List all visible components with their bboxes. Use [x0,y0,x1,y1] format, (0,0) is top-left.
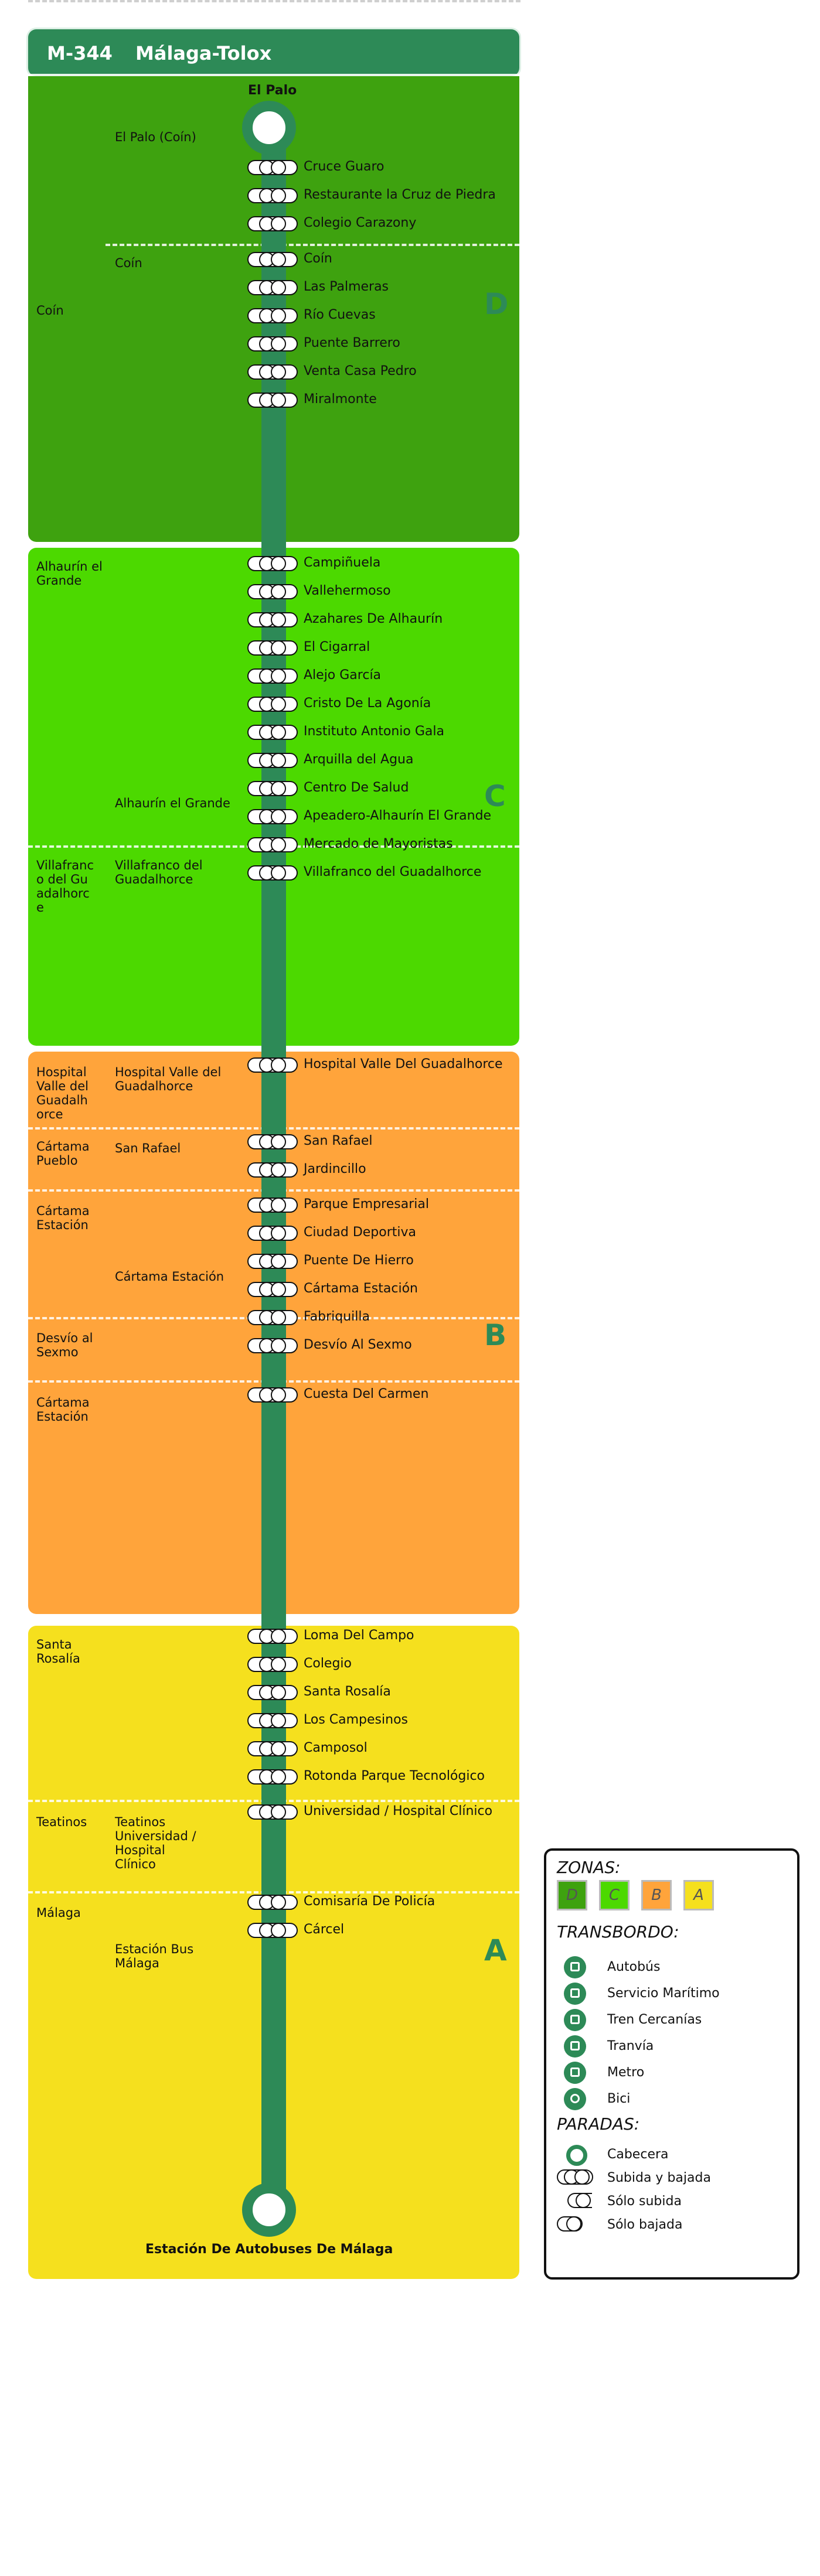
metro-icon [564,2062,586,2084]
terminal-top-label: El Palo [248,83,297,98]
locality-divider [106,244,519,246]
stop-marker [247,1769,298,1785]
zone-letter: C [484,779,506,813]
legend-transfer-label: Autobús [607,1960,661,1974]
stop-name: Camposol [304,1741,368,1755]
locality-label: Cártama Estación [115,1270,224,1284]
stop-name: Venta Casa Pedro [304,364,417,378]
stop-name: Ciudad Deportiva [304,1225,417,1240]
stop-marker [247,160,298,175]
municipality-label: Coín [36,303,64,318]
locality-label: Villafranco del Guadalhorce [115,858,203,886]
legend-transfer-label: Metro [607,2065,645,2080]
bus-icon [564,1956,586,1978]
municipality-label: Hospital Valle del Guadalhorce [36,1065,89,1121]
stop-marker [247,308,298,323]
stop-marker [247,640,298,656]
stop-marker [247,336,298,352]
cabecera-icon [566,2145,587,2166]
stop-name: Rotonda Parque Tecnológico [304,1769,485,1783]
stop-name: Puente De Hierro [304,1253,414,1268]
terminal-top-stop [242,101,296,155]
stop-marker [247,1657,298,1672]
legend-stop-type-label: Sólo bajada [607,2217,683,2232]
legend-panel [544,1848,799,2280]
stop-name: Cártama Estación [304,1281,418,1296]
stop-marker [247,584,298,599]
municipality-label: Teatinos [36,1815,87,1829]
boarding-only-icon [567,2193,594,2208]
stop-name: Loma Del Campo [304,1628,414,1643]
stop-marker [247,1197,298,1213]
locality-label: El Palo (Coín) [115,130,196,144]
stop-marker [247,1804,298,1820]
stop-marker [247,1713,298,1728]
stop-name: San Rafael [304,1134,373,1148]
stop-name: Centro De Salud [304,780,409,795]
stop-name: Coín [304,251,332,266]
stop-name: Instituto Antonio Gala [304,724,444,739]
stop-name: Los Campesinos [304,1712,408,1727]
train-icon [564,2009,586,2031]
stop-marker [247,393,298,408]
stop-name: Cristo De La Agonía [304,696,431,711]
stop-name: Apeadero-Alhaurín El Grande [304,808,492,823]
locality-label: Teatinos Universidad / Hospital Clínico [115,1815,196,1871]
legend-stop-type-label: Cabecera [607,2147,669,2162]
stop-marker [247,1338,298,1353]
municipality-label: Villafranco del Guadalhorce [36,858,94,915]
route-header [28,29,519,76]
stop-name: Miralmonte [304,392,377,407]
boarding-alighting-icon [557,2169,593,2185]
stop-name: Mercado de Mayoristas [304,837,453,851]
locality-label: Estación Bus Málaga [115,1942,194,1970]
stop-marker [247,697,298,712]
legend-transfer-label: Tren Cercanías [607,2012,702,2027]
zone-letter: D [484,287,509,321]
stop-name: Cruce Guaro [304,159,385,174]
stop-marker [247,252,298,267]
stop-name: Fabriquilla [304,1309,370,1324]
stop-name: Santa Rosalía [304,1684,391,1699]
stop-marker [247,1254,298,1269]
stop-name: Parque Empresarial [304,1197,429,1212]
stop-name: Cuesta Del Carmen [304,1387,429,1401]
stop-name: Desvío Al Sexmo [304,1338,412,1352]
municipality-label: Desvío al Sexmo [36,1331,93,1359]
zone-swatch-b: B [641,1880,672,1910]
stop-marker [247,668,298,684]
stop-name: Colegio Carazony [304,216,417,230]
legend-transbordo-title: TRANSBORDO: [557,1922,679,1942]
stop-name: El Cigarral [304,640,370,654]
municipality-label: Cártama Pueblo [36,1139,90,1168]
stop-marker [247,781,298,796]
municipality-label: Cártama Estación [36,1204,90,1232]
stop-marker [247,1226,298,1241]
stop-name: Alejo García [304,668,382,683]
municipality-label: Alhaurín el Grande [36,559,103,588]
legend-stop-type-label: Subida y bajada [607,2171,711,2185]
locality-label: San Rafael [115,1141,181,1155]
stop-marker [247,837,298,852]
stop-marker [247,1282,298,1297]
top-dashed-rule [28,0,520,2]
municipality-label: Málaga [36,1906,81,1920]
stop-marker [247,216,298,231]
stop-marker [247,556,298,571]
municipality-label: Santa Rosalía [36,1637,80,1666]
stop-name: Restaurante la Cruz de Piedra [304,187,496,202]
stop-marker [247,1923,298,1938]
stop-name: Río Cuevas [304,308,376,322]
stop-name: Arquilla del Agua [304,752,414,767]
zone-letter: A [484,1933,507,1967]
stop-marker [247,612,298,627]
stop-marker [247,1387,298,1403]
stop-marker [247,1629,298,1644]
route-name: Málaga-Tolox [135,42,272,64]
locality-label: Coín [115,256,142,270]
stop-marker [247,809,298,824]
stop-name: Universidad / Hospital Clínico [304,1804,493,1818]
zone-swatch-d: D [557,1880,587,1910]
legend-transfer-label: Bici [607,2091,631,2106]
legend-transfer-label: Servicio Marítimo [607,1986,720,2001]
stop-marker [247,1741,298,1756]
stop-marker [247,1310,298,1325]
stop-name: Comisaría De Policía [304,1894,435,1909]
stop-marker [247,1162,298,1178]
zone-letter: B [484,1318,507,1352]
stop-name: Vallehermoso [304,584,391,598]
ferry-icon [564,1983,586,2005]
stop-name: Hospital Valle Del Guadalhorce [304,1057,503,1072]
stop-name: Puente Barrero [304,336,400,350]
route-code: M-344 [47,42,113,64]
stop-marker [247,753,298,768]
stop-name: Jardincillo [304,1162,366,1176]
stop-marker [247,865,298,881]
bike-icon [564,2088,586,2110]
locality-label: Hospital Valle del Guadalhorce [115,1065,222,1093]
terminal-bottom-label: Estación De Autobuses De Málaga [145,2242,393,2257]
legend-paradas-title: PARADAS: [557,2114,640,2134]
zone-swatch-a: A [683,1880,714,1910]
legend-stop-type-label: Sólo subida [607,2194,682,2209]
stop-name: Cárcel [304,1922,345,1937]
stop-marker [247,725,298,740]
terminal-bottom-stop [242,2183,296,2237]
stop-name: Colegio [304,1656,352,1671]
stop-marker [247,1895,298,1910]
stop-marker [247,188,298,203]
municipality-label: Cártama Estación [36,1396,90,1424]
stop-marker [247,1685,298,1700]
stop-marker [247,1057,298,1073]
legend-transfer-label: Tranvía [607,2039,654,2053]
stop-marker [247,280,298,295]
stop-name: Villafranco del Guadalhorce [304,865,482,879]
stop-marker [247,1134,298,1149]
stop-name: Azahares De Alhaurín [304,612,443,626]
alighting-only-icon [557,2216,584,2232]
stop-marker [247,364,298,380]
zone-swatch-c: C [599,1880,630,1910]
tram-icon [564,2035,586,2058]
stop-name: Campiñuela [304,555,381,570]
locality-label: Alhaurín el Grande [115,796,230,810]
stop-name: Las Palmeras [304,279,389,294]
legend-zonas-title: ZONAS: [557,1858,621,1877]
